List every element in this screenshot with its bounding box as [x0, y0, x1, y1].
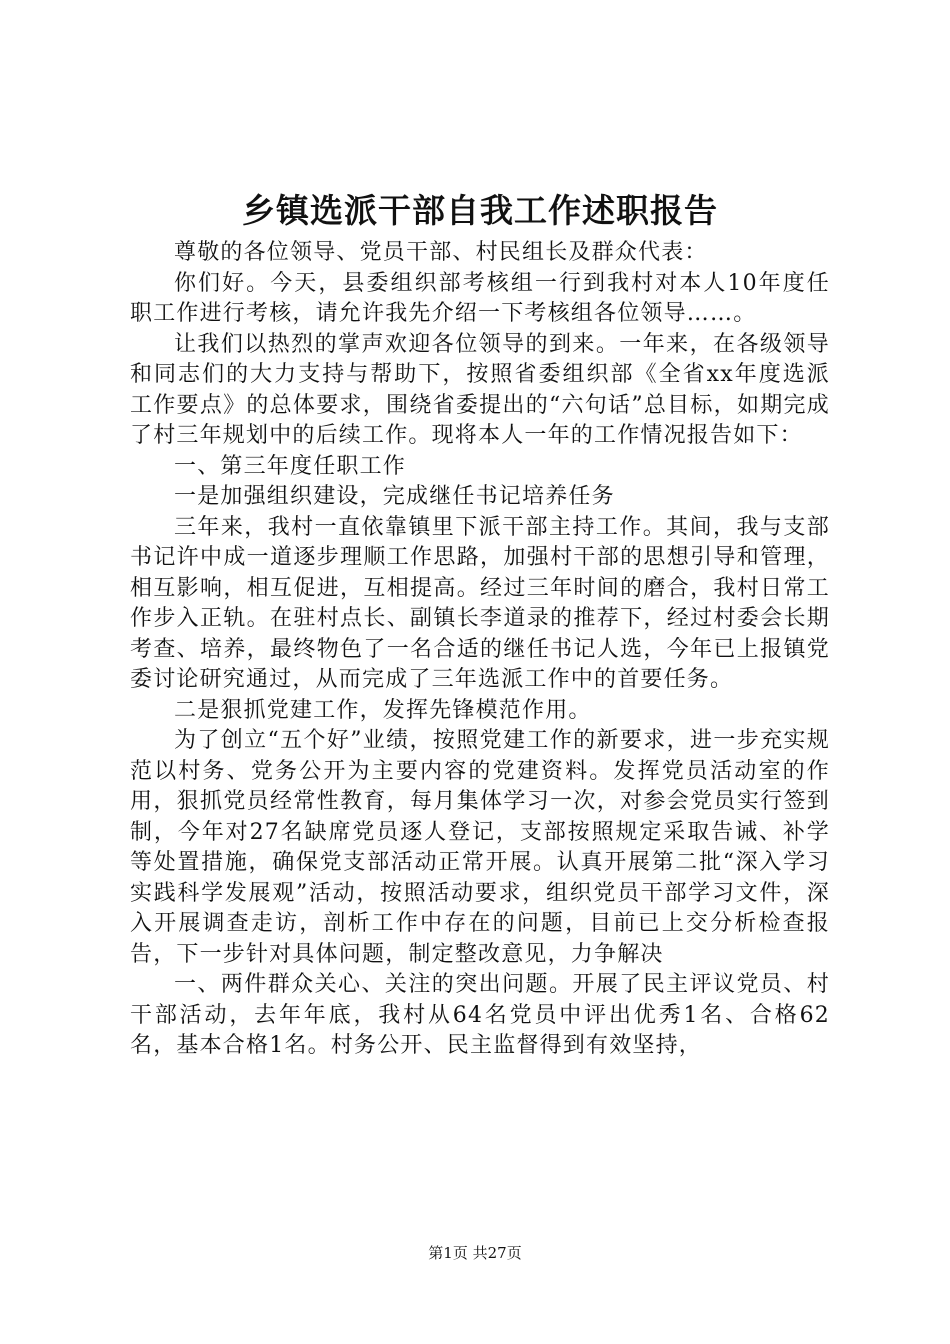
document-page — [130, 186, 830, 1062]
paragraph-body-2: 为了创立“五个好”业绩，按照党建工作的新要求，进一步充实规范以村务、党务公开为主要内容的党建资料。发挥党员活动室的作用，狠抓党员经常性教育，每月集体学习一次，对参会党员实行签到制，今年对27名缺席党员逐人登记，支部按照规定采取告诫、补学等处置措施，确保党支部活动正常开展。认真开展第二批“深入学习实践科学发展观”活动，按照活动要求，组织党员干部学习文件，深入开展调查走访，剖析工作中存在的问题，目前已上交分析检查报告，下一步针对具体问题，制定整改意见，力争解决 — [130, 728, 830, 967]
paragraph-body-1: 三年来，我村一直依靠镇里下派干部主持工作。其间，我与支部书记许中成一道逐步理顺工作思路，加强村干部的思想引导和管理，相互影响，相互促进，互相提高。经过三年时间的磨合，我村日常工作步入正轨。在驻村点长、副镇长李道录的推荐下，经过村委会长期考查、培养，最终物色了一名合适的继任书记人选，今年已上报镇党委讨论研究通过，从而完成了三年选派工作中的首要任务。 — [130, 514, 830, 692]
section-heading: 一、第三年度任职工作 — [174, 453, 407, 479]
subsection-heading-2: 二是狠抓党建工作，发挥先锋模范作用。 — [174, 697, 592, 723]
subsection-heading-1: 一是加强组织建设，完成继任书记培养任务 — [174, 484, 615, 509]
paragraph-salutation: 尊敬的各位领导、党员干部、村民组长及群众代表： — [174, 240, 708, 265]
paragraph-greeting: 你们好。今天，县委组织部考核组一行到我村对本人10年度任职工作进行考核，请允许我先介绍一下考核组各位领导……。 — [130, 270, 830, 326]
paragraph-body-3: 一、两件群众关心、关注的突出问题。开展了民主评议党员、村干部活动，去年年底，我村从64名党员中评出优秀1名、合格62名，基本合格1名。村务公开、民主监督得到有效坚持， — [130, 972, 830, 1058]
page-number-footer: 第1页 共27页 — [428, 1244, 522, 1262]
paragraph-intro: 让我们以热烈的掌声欢迎各位领导的到来。一年来，在各级领导和同志们的大力支持与帮助下，按照省委组织部《全省xx年度选派工作要点》的总体要求，围绕省委提出的“六句话”总目标，如期完成了村三年规划中的后续工作。现将本人一年的工作情况报告如下： — [130, 331, 830, 448]
document-title: 乡镇选派干部自我工作述职报告 — [242, 191, 718, 230]
